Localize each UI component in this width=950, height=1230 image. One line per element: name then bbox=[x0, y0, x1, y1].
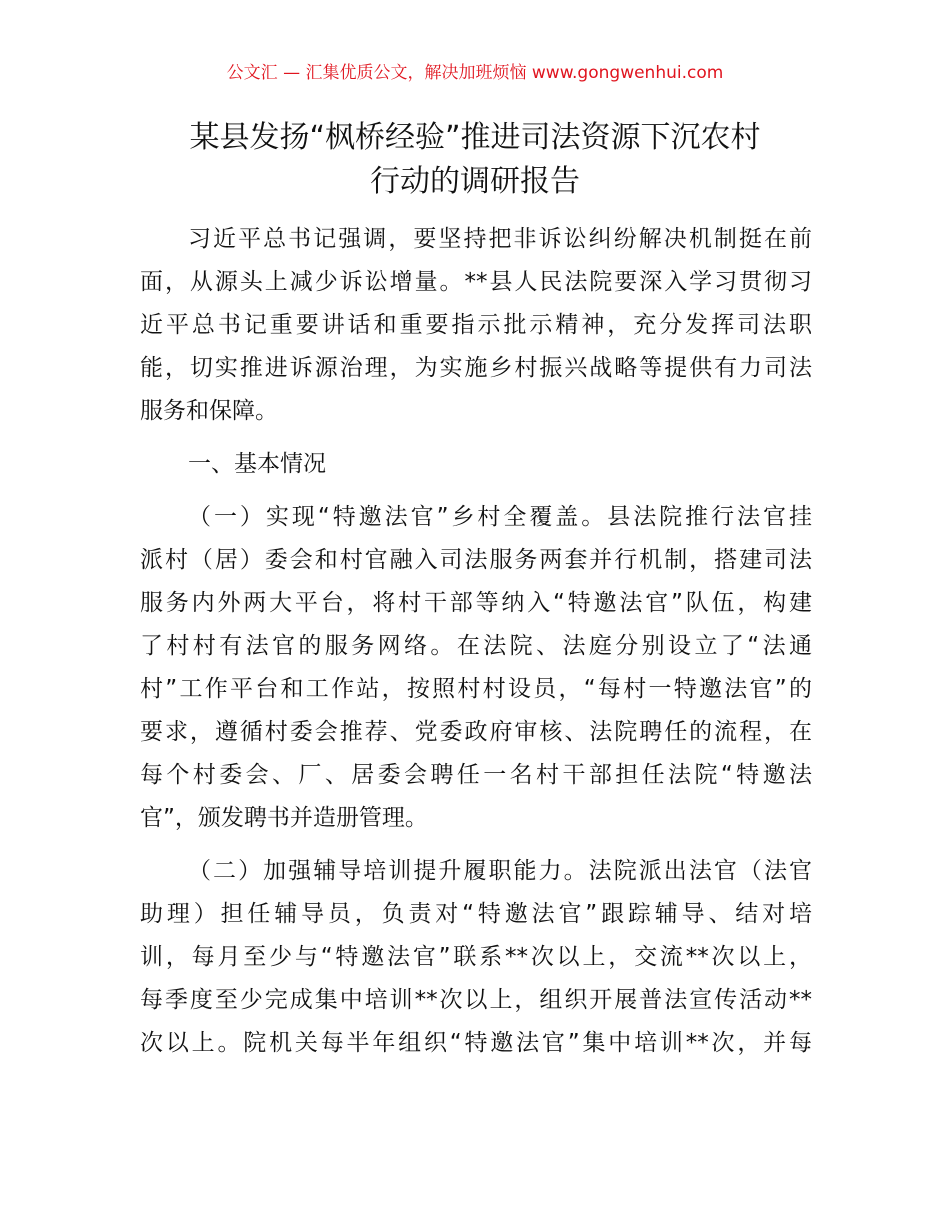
text-line: （二）加强辅导培训提升履职能力。法院派出法官（法官 bbox=[188, 858, 812, 884]
text-line: 村”工作平台和工作站，按照村村设员，“每村一特邀法官”的 bbox=[140, 676, 812, 702]
paragraph bbox=[140, 496, 812, 840]
text-line: 服务和保障。 bbox=[140, 398, 278, 424]
paragraph bbox=[140, 850, 812, 1065]
text-line: 了村村有法官的服务网络。在法院、法庭分别设立了“法通 bbox=[140, 633, 812, 659]
text-line: 助理）担任辅导员，负责对“特邀法官”跟踪辅导、结对培 bbox=[140, 901, 812, 927]
text-line: 每个村委会、厂、居委会聘任一名村干部担任法院“特邀法 bbox=[140, 762, 812, 788]
text-line: 服务内外两大平台，将村干部等纳入“特邀法官”队伍，构建 bbox=[140, 590, 812, 616]
text-line: 习近平总书记强调，要坚持把非诉讼纠纷解决机制挺在前 bbox=[188, 226, 812, 252]
text-line: 训，每月至少与“特邀法官”联系**次以上，交流**次以上， bbox=[140, 944, 812, 970]
paragraph bbox=[140, 218, 812, 433]
text-line: 一、基本情况 bbox=[188, 451, 326, 477]
text-line: 官”，颁发聘书并造册管理。 bbox=[140, 805, 428, 831]
text-line: 近平总书记重要讲话和重要指示批示精神，充分发挥司法职 bbox=[140, 312, 812, 338]
text-line: （一）实现“特邀法官”乡村全覆盖。县法院推行法官挂 bbox=[188, 504, 812, 530]
text-line: 派村（居）委会和村官融入司法服务两套并行机制，搭建司法 bbox=[140, 547, 812, 573]
text-line: 面，从源头上减少诉讼增量。**县人民法院要深入学习贯彻习 bbox=[140, 269, 812, 295]
title-line: 某县发扬“枫桥经验”推进司法资源下沉农村 bbox=[189, 120, 761, 155]
site-header-banner: 公文汇 — 汇集优质公文，解决加班烦恼 www.gongwenhui.com bbox=[226, 63, 724, 83]
document-title bbox=[100, 116, 850, 204]
section-heading bbox=[140, 443, 812, 486]
text-line: 能，切实推进诉源治理，为实施乡村振兴战略等提供有力司法 bbox=[140, 355, 812, 381]
text-line: 每季度至少完成集中培训**次以上，组织开展普法宣传活动** bbox=[140, 987, 812, 1013]
document-body bbox=[140, 218, 812, 1075]
text-line: 次以上。院机关每半年组织“特邀法官”集中培训**次，并每 bbox=[140, 1030, 812, 1056]
title-line: 行动的调研报告 bbox=[370, 164, 580, 199]
text-line: 要求，遵循村委会推荐、党委政府审核、法院聘任的流程，在 bbox=[140, 719, 812, 745]
